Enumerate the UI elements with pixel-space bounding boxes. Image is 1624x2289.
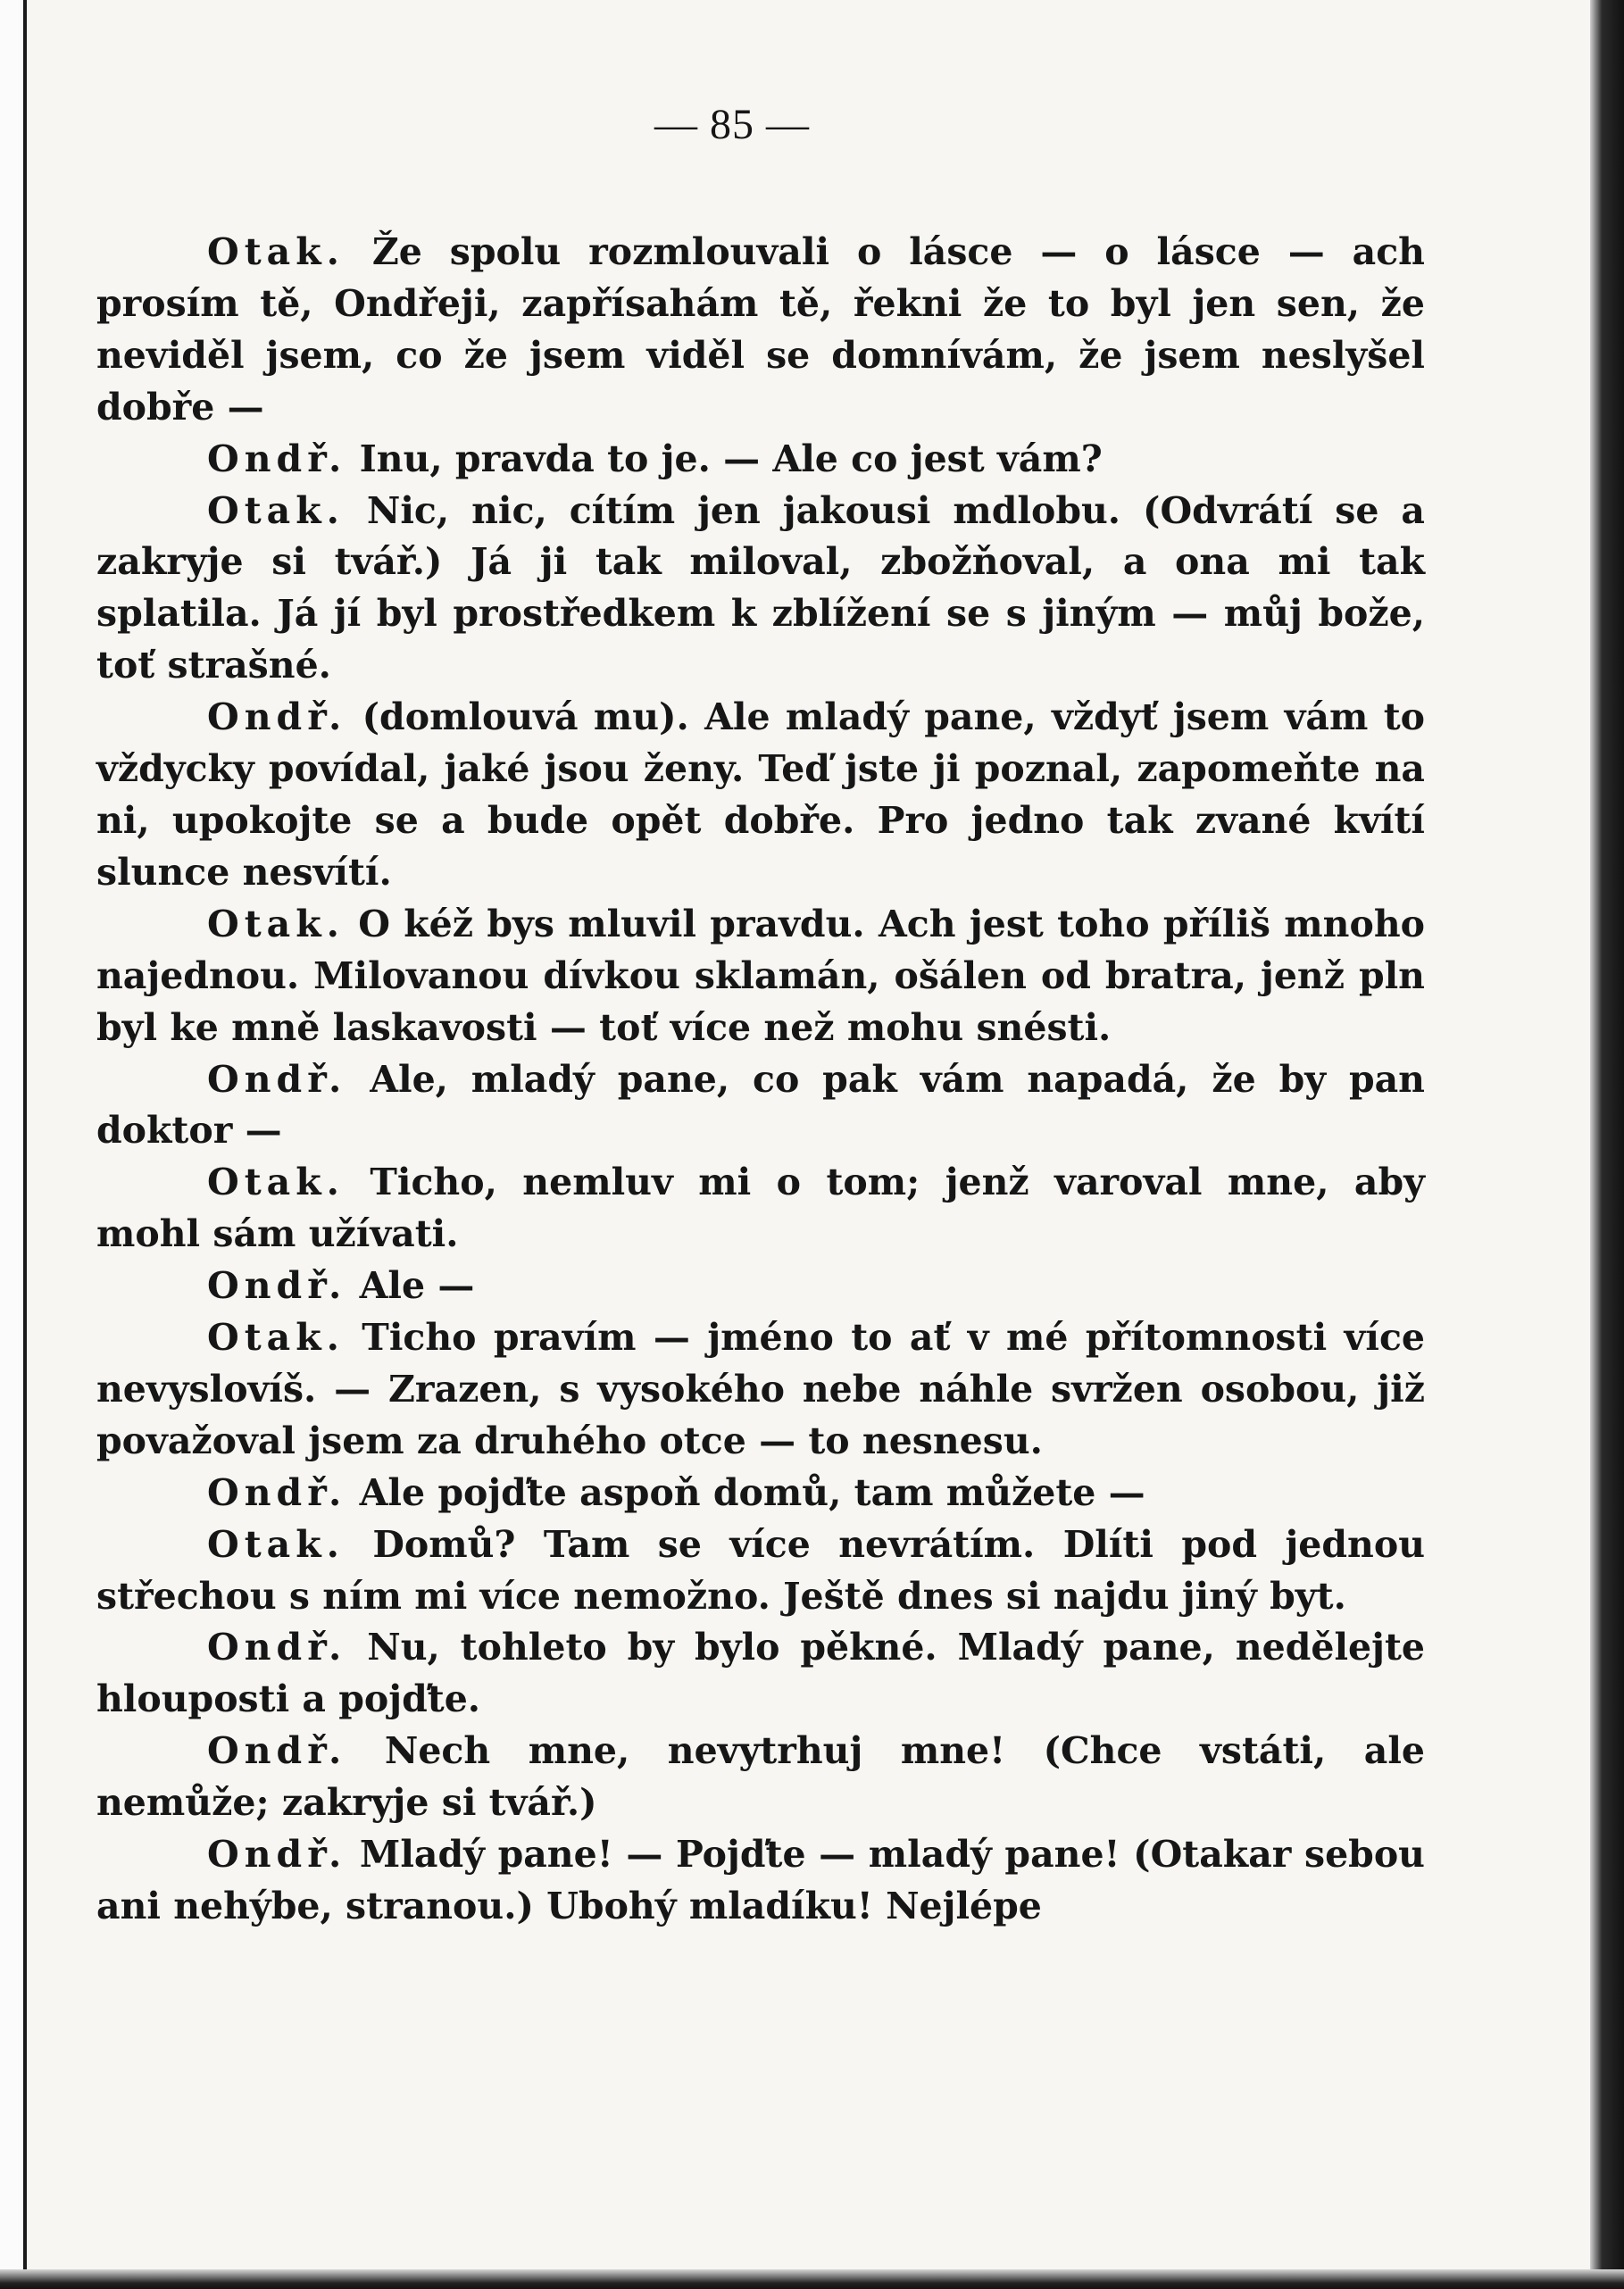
dialogue-text: (domlouvá mu). Ale mladý pane, vždyť jsem vám to vždycky povídal, jaké jsou ženy. Teď jste ji poznal, zapomeňte na ni, upokojte se a bude opět dobře. Pro jedno tak zvané kvítí slunce nesvítí. bbox=[96, 695, 1425, 894]
dialogue-text: Ale — bbox=[346, 1264, 475, 1308]
speaker-name: Otak. bbox=[207, 488, 345, 532]
speaker-name: Otak. bbox=[207, 230, 345, 273]
page-margin-left bbox=[0, 0, 23, 2289]
dialogue-text: Nech mne, nevytrhuj mne! (Chce vstáti, ale nemůže; zakryje si tvář.) bbox=[96, 1729, 1425, 1825]
dialogue-paragraph bbox=[96, 1829, 1425, 1933]
speaker-name: Ondř. bbox=[207, 437, 347, 480]
dialogue-text: Domů? Tam se více nevrátím. Dlíti pod jednou střechou s ním mi více nemožno. Ještě dnes si najdu jiný byt. bbox=[96, 1522, 1425, 1618]
dialogue-text: Ale, mladý pane, co pak vám napadá, že by pan doktor — bbox=[96, 1057, 1425, 1153]
speaker-name: Ondř. bbox=[207, 1626, 347, 1669]
speaker-name: Ondř. bbox=[207, 1470, 347, 1514]
page-edge-right bbox=[1590, 0, 1624, 2289]
page-edge-bottom bbox=[0, 2269, 1624, 2289]
dialogue-paragraph bbox=[96, 899, 1425, 1054]
speaker-name: Ondř. bbox=[207, 1057, 347, 1101]
dialogue-paragraph bbox=[96, 486, 1425, 693]
dialogue-paragraph bbox=[96, 1157, 1425, 1261]
body-text bbox=[96, 227, 1425, 1933]
speaker-name: Ondř. bbox=[207, 695, 347, 739]
dialogue-text: O kéž bys mluvil pravdu. Ach jest toho příliš mnoho najednou. Milovanou dívkou sklamán, ošálen od bratra, jenž pln byl ke mně laskavosti — toť více než mohu snésti. bbox=[96, 902, 1425, 1049]
speaker-name: Otak. bbox=[207, 1522, 345, 1566]
speaker-name: Ondř. bbox=[207, 1264, 347, 1308]
page-edge-left bbox=[23, 0, 27, 2289]
dialogue-paragraph bbox=[96, 1261, 1425, 1312]
speaker-name: Ondř. bbox=[207, 1833, 347, 1877]
dialogue-paragraph bbox=[96, 1519, 1425, 1623]
speaker-name: Otak. bbox=[207, 1161, 345, 1204]
dialogue-text: Že spolu rozmlouvali o lásce — o lásce — ach prosím tě, Ondřeji, zapřísahám tě, řekni že to byl jen sen, že neviděl jsem, co že jsem viděl se domnívám, že jsem neslyšel dobře — bbox=[96, 230, 1425, 429]
dialogue-paragraph bbox=[96, 227, 1425, 434]
dialogue-text: Mladý pane! — Pojďte — mladý pane! (Otakar sebou ani nehýbe, stranou.) Ubohý mladíku! Nejlépe bbox=[96, 1833, 1425, 1927]
dialogue-text: Ticho pravím — jméno to ať v mé přítomnosti více nevyslovíš. — Zrazen, s vysokého nebe náhle svržen osobou, již považoval jsem za druhého otce — to nesnesu. bbox=[96, 1316, 1425, 1462]
dialogue-paragraph bbox=[96, 1726, 1425, 1829]
dialogue-paragraph bbox=[96, 1468, 1425, 1519]
speaker-name: Ondř. bbox=[207, 1729, 347, 1773]
speaker-name: Otak. bbox=[207, 1316, 345, 1360]
dialogue-paragraph bbox=[96, 1622, 1425, 1726]
dialogue-text: Nic, nic, cítím jen jakousi mdlobu. (Odvrátí se a zakryje si tvář.) Já ji tak miloval, zbožňoval, a ona mi tak splatila. Já jí byl prostředkem k zblížení se s jiným — můj bože, toť strašné. bbox=[96, 488, 1425, 687]
speaker-name: Otak. bbox=[207, 902, 345, 945]
dialogue-paragraph bbox=[96, 434, 1425, 486]
dialogue-text: Nu, tohleto by bylo pěkné. Mladý pane, nedělejte hlouposti a pojďte. bbox=[96, 1626, 1425, 1721]
dialogue-paragraph bbox=[96, 1312, 1425, 1468]
dialogue-text: Ticho, nemluv mi o tom; jenž varoval mne, aby mohl sám užívati. bbox=[96, 1161, 1425, 1256]
dialogue-text: Inu, pravda to je. — Ale co jest vám? bbox=[346, 437, 1103, 480]
page-number: — 85 — bbox=[654, 101, 810, 148]
dialogue-paragraph bbox=[96, 1054, 1425, 1158]
dialogue-paragraph bbox=[96, 692, 1425, 899]
dialogue-text: Ale pojďte aspoň domů, tam můžete — bbox=[346, 1470, 1145, 1514]
